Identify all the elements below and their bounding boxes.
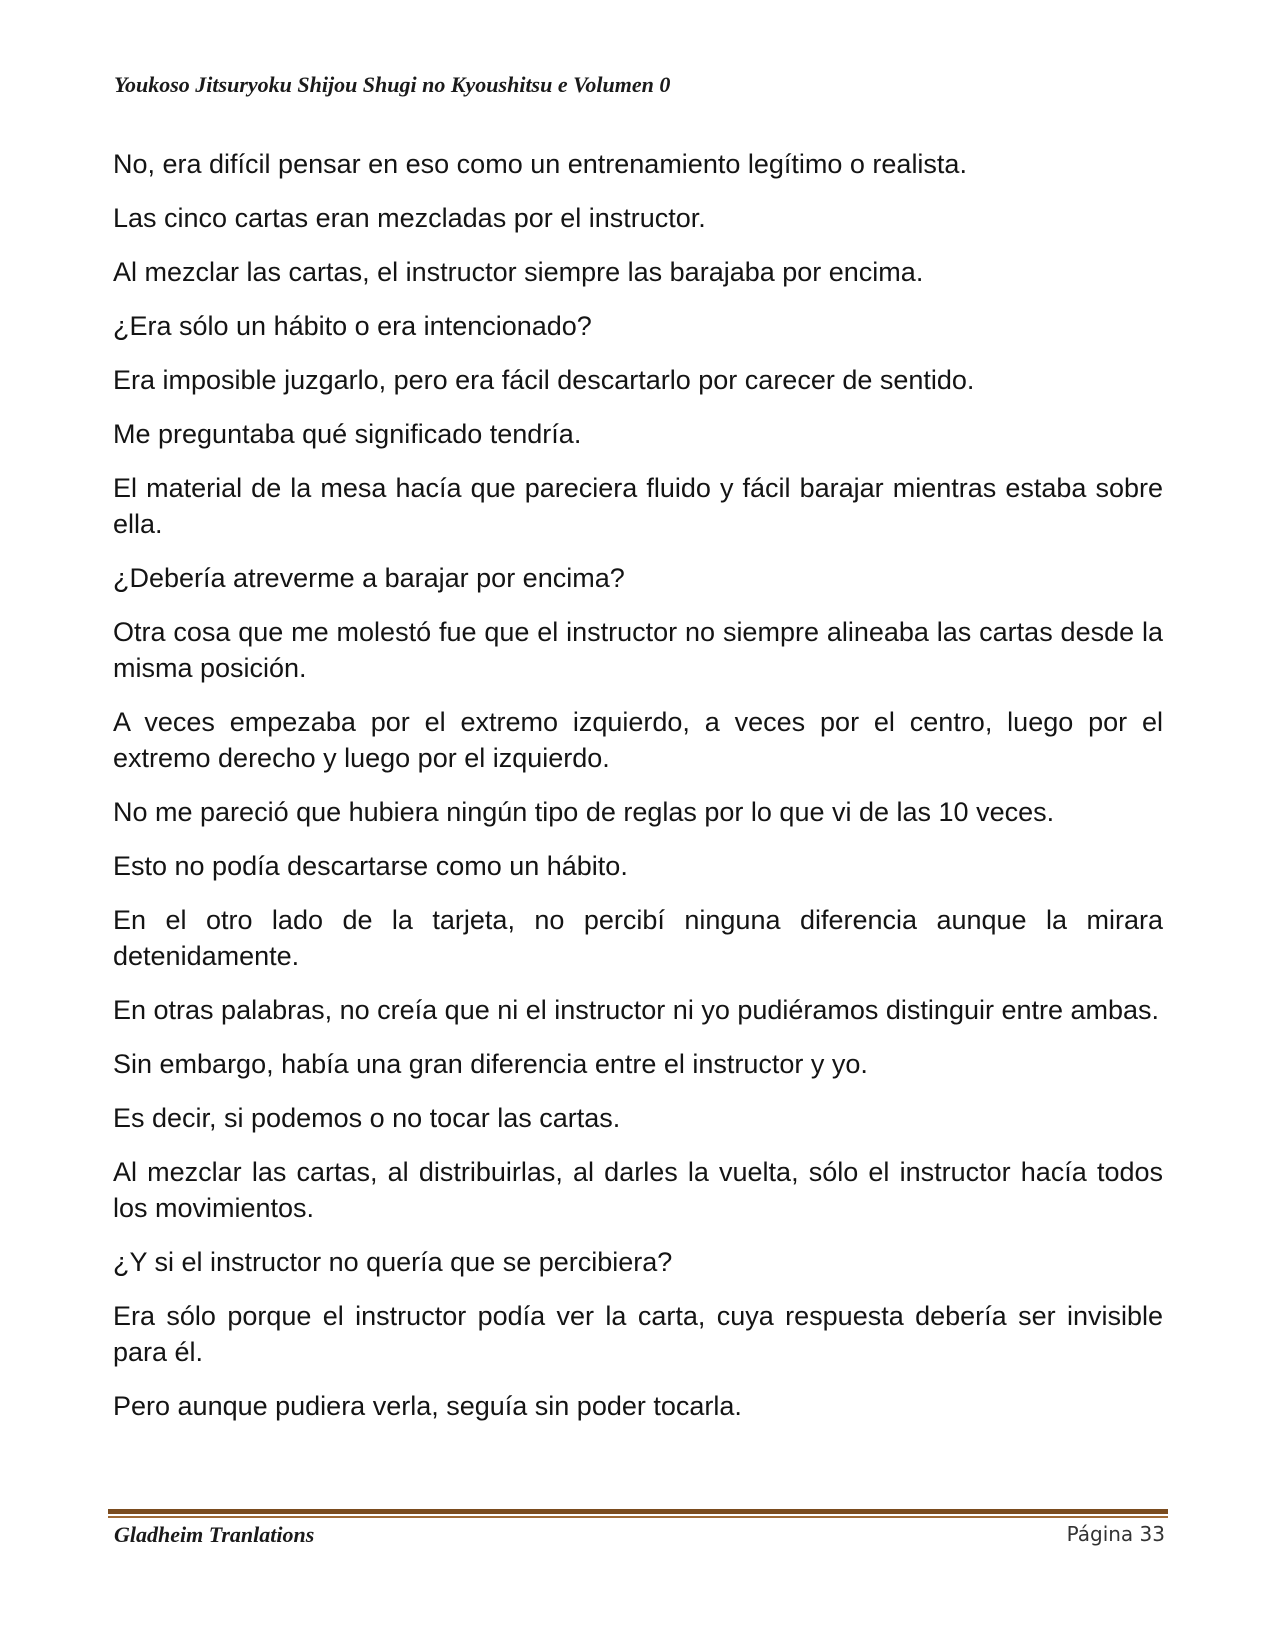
paragraph: Al mezclar las cartas, al distribuirlas, al darles la vuelta, sólo el instructor hacía todos los movimientos. — [113, 1157, 1163, 1223]
page-number: Página 33 — [1066, 1522, 1165, 1546]
footer-credit: Gladheim Tranlations — [114, 1522, 315, 1547]
paragraph: En otras palabras, no creía que ni el instructor ni yo pudiéramos distinguir entre ambas. — [113, 995, 1160, 1025]
paragraph: A veces empezaba por el extremo izquierdo, a veces por el centro, luego por el extremo derecho y luego por el izquierdo. — [113, 707, 1163, 773]
paragraph: Era sólo porque el instructor podía ver la carta, cuya respuesta debería ser invisible para él. — [113, 1301, 1163, 1367]
paragraph: No, era difícil pensar en eso como un entrenamiento legítimo o realista. — [113, 149, 967, 179]
paragraph: ¿Y si el instructor no quería que se percibiera? — [113, 1247, 673, 1277]
paragraph: Me preguntaba qué significado tendría. — [113, 419, 582, 449]
paragraph: ¿Debería atreverme a barajar por encima? — [113, 563, 625, 593]
paragraph: Esto no podía descartarse como un hábito. — [113, 851, 628, 881]
paragraph: Es decir, si podemos o no tocar las cartas. — [113, 1103, 621, 1133]
paragraph: ¿Era sólo un hábito o era intencionado? — [113, 311, 592, 341]
paragraph: Pero aunque pudiera verla, seguía sin poder tocarla. — [113, 1391, 742, 1421]
paragraph: En el otro lado de la tarjeta, no percibí ninguna diferencia aunque la mirara detenidamente. — [113, 905, 1163, 971]
paragraph: Era imposible juzgarlo, pero era fácil descartarlo por carecer de sentido. — [113, 365, 975, 395]
paragraph: No me pareció que hubiera ningún tipo de reglas por lo que vi de las 10 veces. — [113, 797, 1055, 827]
body-text — [113, 146, 1163, 1442]
paragraph: Al mezclar las cartas, el instructor siempre las barajaba por encima. — [113, 257, 924, 287]
page-header-title: Youkoso Jitsuryoku Shijou Shugi no Kyoushitsu e Volumen 0 — [114, 72, 671, 97]
paragraph: Otra cosa que me molestó fue que el instructor no siempre alineaba las cartas desde la misma posición. — [113, 617, 1163, 683]
paragraph: Sin embargo, había una gran diferencia entre el instructor y yo. — [113, 1049, 868, 1079]
footer-divider-thin — [108, 1516, 1168, 1518]
paragraph: El material de la mesa hacía que pareciera fluido y fácil barajar mientras estaba sobre ella. — [113, 473, 1163, 539]
paragraph: Las cinco cartas eran mezcladas por el instructor. — [113, 203, 706, 233]
footer-divider — [108, 1509, 1168, 1514]
